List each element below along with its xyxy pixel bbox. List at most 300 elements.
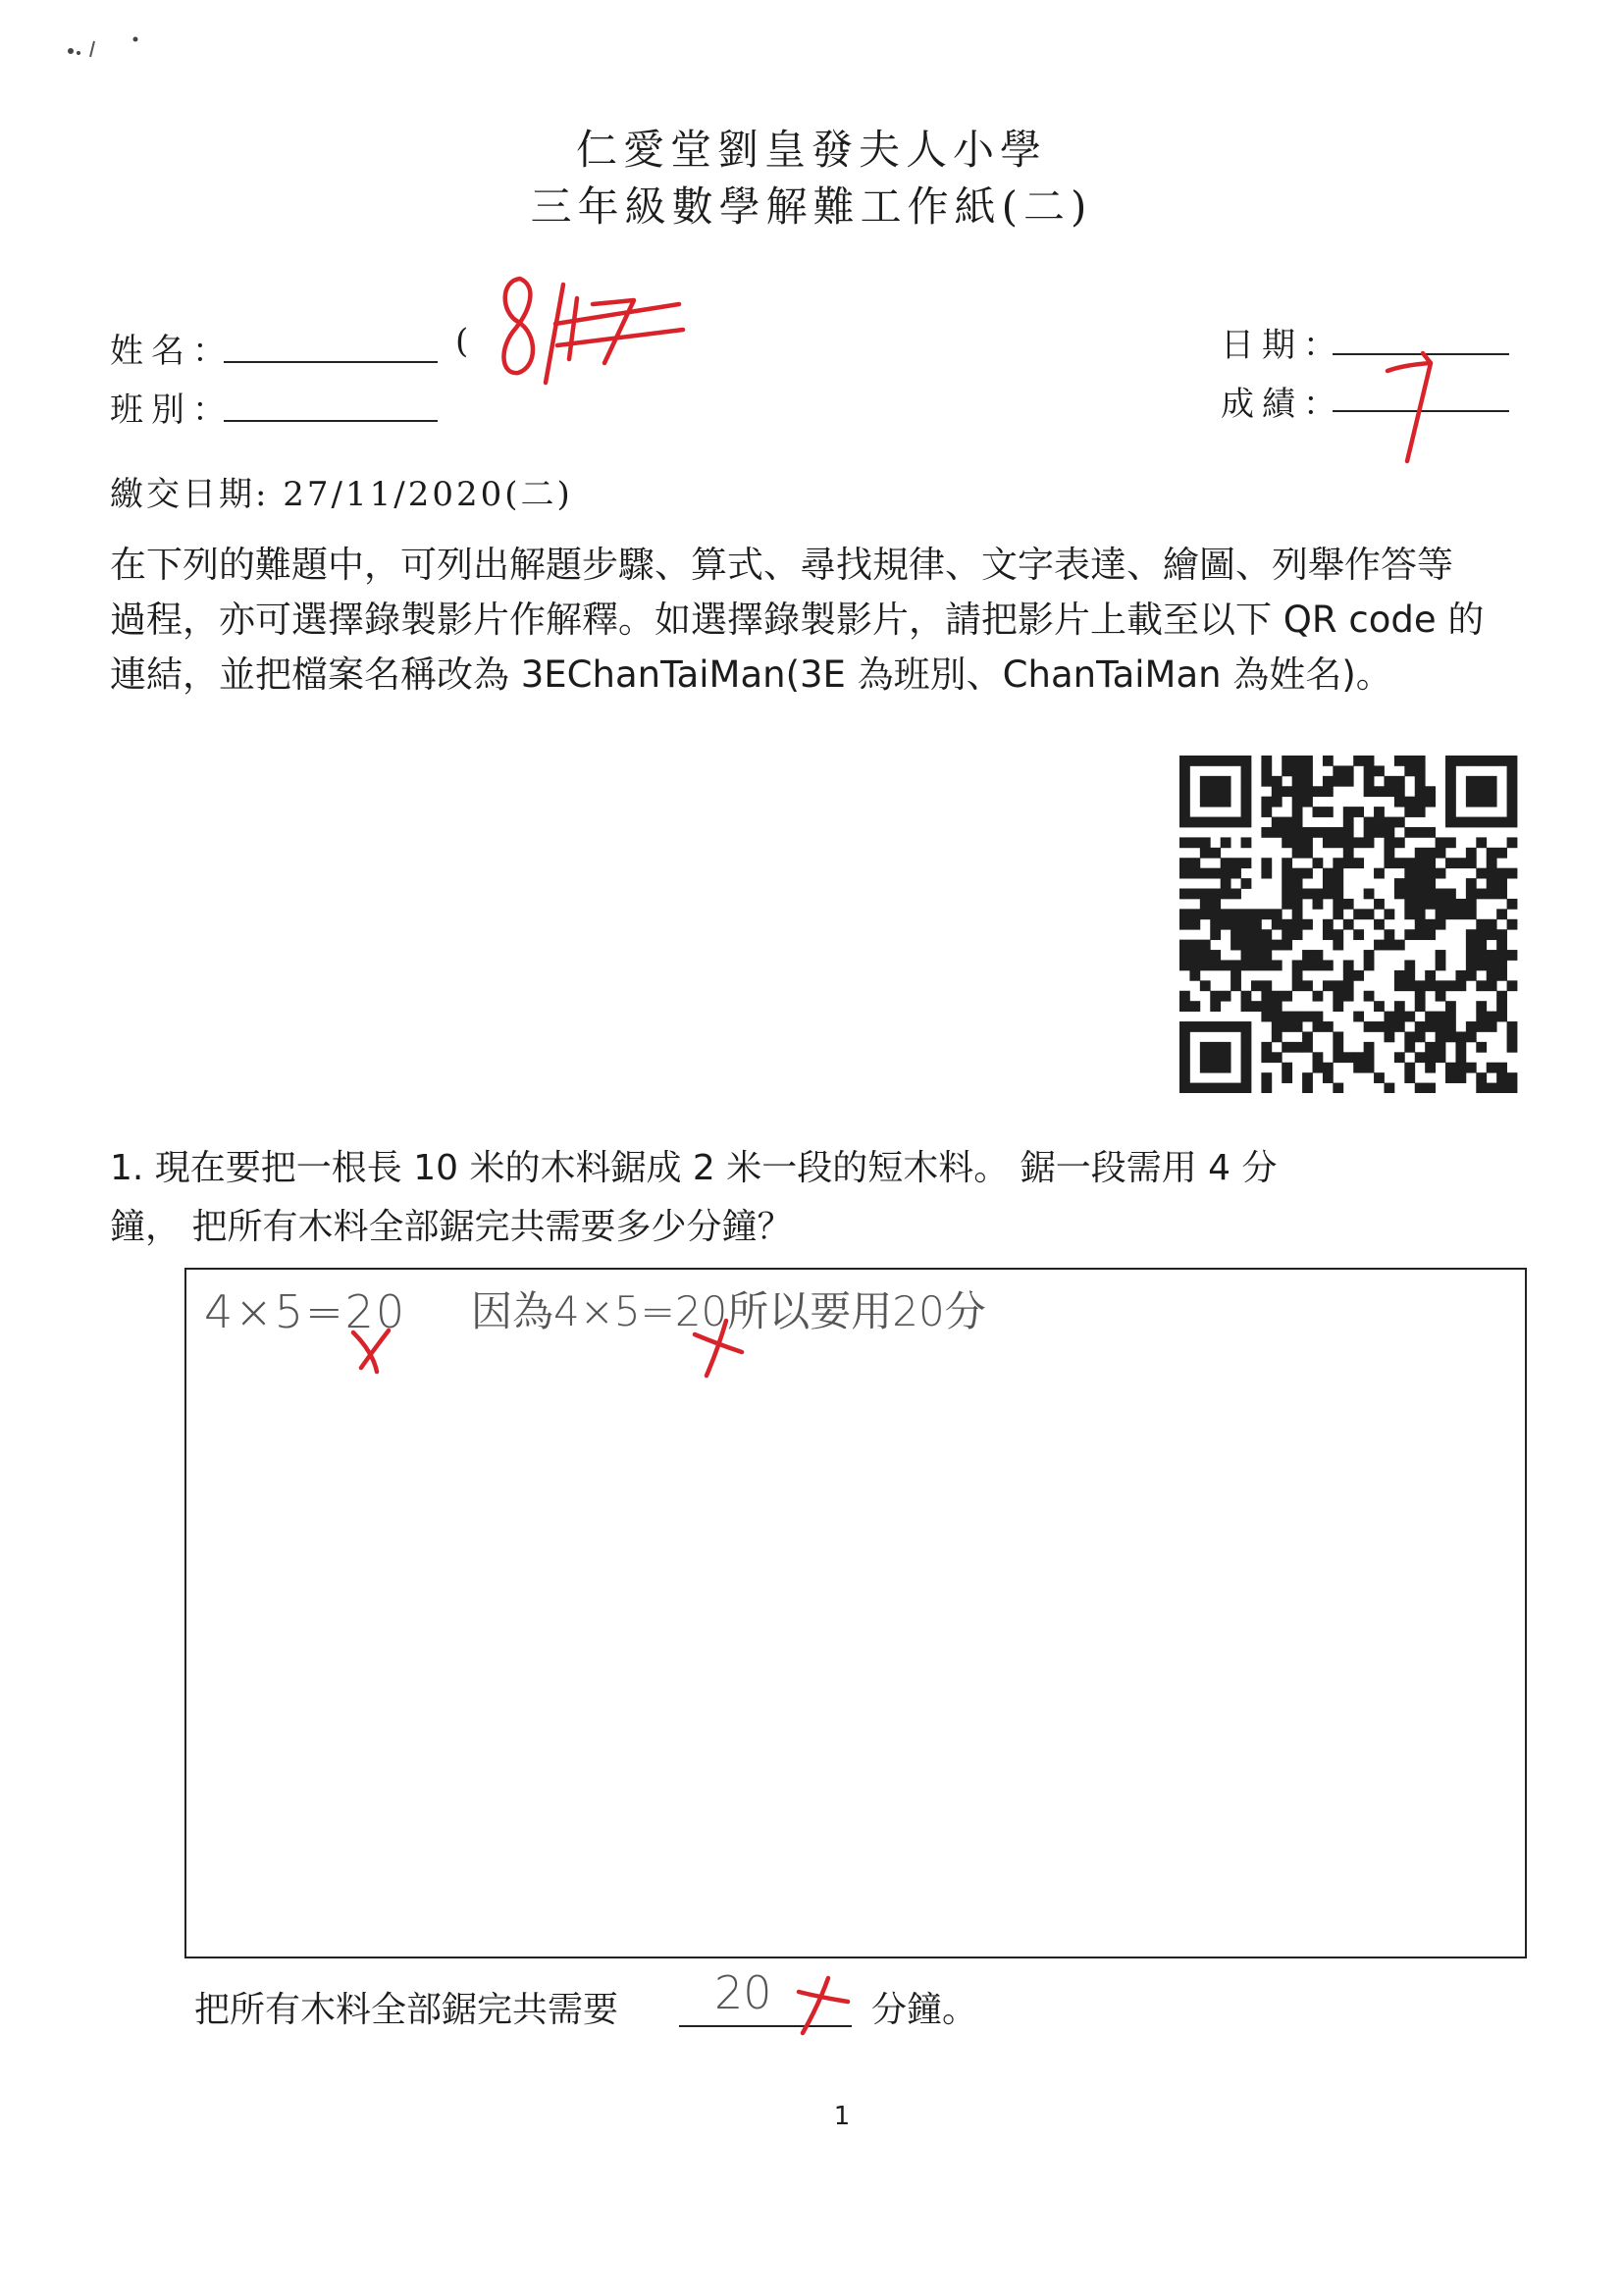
qr-module [1241,1063,1252,1073]
qr-module [1313,960,1324,970]
qr-module [1425,970,1436,981]
student-equation: 4×5=20 [204,1285,407,1338]
qr-module [1445,797,1456,808]
qr-module [1343,827,1354,838]
qr-module [1394,1012,1405,1022]
qr-module [1261,929,1272,940]
qr-module [1282,1042,1292,1053]
qr-module [1507,899,1518,910]
qr-module [1496,929,1507,940]
qr-module [1282,878,1292,889]
svg-text:8/17: 8/17 [683,382,688,384]
qr-module [1445,980,1456,991]
qr-module [1476,837,1487,848]
qr-module [1261,909,1272,919]
qr-module [1384,1083,1394,1093]
qr-module [1364,765,1375,776]
qr-module [1333,991,1343,1002]
qr-module [1445,1031,1456,1042]
qr-module [1230,1021,1241,1032]
qr-module [1302,776,1313,787]
qr-module [1179,960,1190,970]
qr-module [1292,919,1303,930]
qr-module [1404,889,1415,900]
qr-module [1353,929,1364,940]
qr-module [1272,786,1283,797]
qr-module [1404,797,1415,808]
qr-module [1221,786,1231,797]
qr-module [1487,889,1497,900]
qr-module [1292,1042,1303,1053]
qr-module [1241,991,1252,1002]
qr-module [1221,909,1231,919]
qr-module [1302,786,1313,797]
qr-module [1200,817,1211,828]
qr-module [1272,1001,1283,1012]
qr-module [1292,1021,1303,1032]
qr-module [1302,756,1313,766]
qr-module [1251,929,1262,940]
qr-module [1333,899,1343,910]
qr-module [1436,1012,1446,1022]
qr-module [1302,1072,1313,1083]
qr-module [1241,1031,1252,1042]
qr-code-icon [1174,756,1523,1093]
qr-module [1313,786,1324,797]
qr-module [1404,807,1415,817]
qr-module [1364,827,1375,838]
qr-module [1374,817,1385,828]
qr-module [1323,1072,1334,1083]
qr-module [1221,1052,1231,1063]
qr-module [1466,848,1477,859]
qr-module [1323,1021,1334,1032]
qr-module [1189,1083,1200,1093]
qr-module [1272,960,1283,970]
qr-module [1476,940,1487,951]
qr-module [1476,1072,1487,1083]
qr-module [1455,980,1466,991]
qr-module [1415,827,1426,838]
qr-module [1333,889,1343,900]
qr-module [1487,848,1497,859]
qr-module [1364,786,1375,797]
qr-module [1272,919,1283,930]
qr-module [1384,848,1394,859]
qr-module [1455,899,1466,910]
qr-module [1487,980,1497,991]
qr-module [1364,960,1375,970]
qr-module [1251,940,1262,951]
qr-module [1394,980,1405,991]
handwritten-score [1374,343,1452,471]
qr-module [1241,929,1252,940]
qr-module [1179,1072,1190,1083]
qr-module [1455,970,1466,981]
qr-module [1261,1042,1272,1053]
qr-module [1323,786,1334,797]
qr-module [1333,1042,1343,1053]
qr-module [1230,909,1241,919]
qr-module [1302,868,1313,879]
qr-module [1189,1021,1200,1032]
qr-module [1466,1031,1477,1042]
qr-module [1364,950,1375,961]
qr-module [1292,909,1303,919]
qr-module [1455,756,1466,766]
qr-module [1425,1021,1436,1032]
qr-module [1189,837,1200,848]
qr-module [1282,858,1292,868]
qr-module [1476,868,1487,879]
qr-module [1404,909,1415,919]
qr-module [1384,827,1394,838]
qr-module [1179,889,1190,900]
qr-module [1507,1083,1518,1093]
qr-module [1272,991,1283,1002]
qr-module [1333,1031,1343,1042]
qr-module [1445,765,1456,776]
qr-module [1404,1072,1415,1083]
qr-module [1466,960,1477,970]
qr-module [1282,991,1292,1002]
qr-module [1476,776,1487,787]
qr-module [1415,756,1426,766]
qr-module [1487,1063,1497,1073]
qr-module [1466,950,1477,961]
qr-module [1241,1083,1252,1093]
qr-module [1261,1012,1272,1022]
qr-module [1221,776,1231,787]
qr-module [1292,878,1303,889]
qr-module [1374,807,1385,817]
qr-module [1374,765,1385,776]
answer-prefix: 把所有木料全部鋸完共需要 [194,1990,619,2030]
qr-module [1445,858,1456,868]
qr-module [1200,1021,1211,1032]
qr-module [1445,756,1456,766]
qr-module [1200,797,1211,808]
qr-module [1404,960,1415,970]
qr-module [1221,858,1231,868]
qr-module [1221,1063,1231,1073]
page-number: 1 [833,2102,851,2131]
qr-module [1476,1021,1487,1032]
qr-module [1292,827,1303,838]
qr-module [1353,1063,1364,1073]
qr-module [1179,1052,1190,1063]
qr-module [1241,950,1252,961]
qr-module [1507,980,1518,991]
qr-module [1292,776,1303,787]
qr-module [1272,909,1283,919]
qr-module [1221,1083,1231,1093]
qr-module [1445,1072,1456,1083]
qr-module [1394,1001,1405,1012]
qr-module [1241,797,1252,808]
qr-module [1343,970,1354,981]
question-1-line-2: 鐘， 把所有木料全部鋸完共需要多少分鐘？ [110,1207,793,1247]
qr-module [1261,960,1272,970]
qr-module [1189,970,1200,981]
qr-module [1476,980,1487,991]
qr-module [1261,1001,1272,1012]
qr-module [1313,807,1324,817]
qr-module [1251,960,1262,970]
qr-module [1476,929,1487,940]
qr-module [1394,786,1405,797]
qr-module [1507,797,1518,808]
qr-module [1415,868,1426,879]
qr-module [1282,1021,1292,1032]
qr-module [1476,919,1487,930]
qr-module [1323,878,1334,889]
qr-module [1487,950,1497,961]
qr-module [1313,1021,1324,1032]
qr-module [1210,817,1221,828]
qr-module [1313,858,1324,868]
qr-module [1210,1042,1221,1053]
qr-module [1292,889,1303,900]
qr-module [1487,1012,1497,1022]
question-1-line-1: 1. 現在要把一根長 10 米的木料鋸成 2 米一段的短木料。 鋸一段需用 4 分 [110,1148,1278,1188]
qr-module [1179,817,1190,828]
qr-module [1415,909,1426,919]
qr-module [1179,950,1190,961]
qr-module [1282,940,1292,951]
answer-value: 20 [714,1966,772,2019]
qr-module [1230,868,1241,879]
qr-module [1343,765,1354,776]
qr-module [1455,858,1466,868]
qr-module [1230,858,1241,868]
qr-module [1272,1052,1283,1063]
qr-module [1302,1042,1313,1053]
qr-module [1394,940,1405,951]
qr-module [1241,756,1252,766]
qr-module [1343,807,1354,817]
qr-module [1210,991,1221,1002]
qr-module [1425,919,1436,930]
qr-module [1466,970,1477,981]
qr-module [1496,940,1507,951]
qr-module [1210,909,1221,919]
qr-module [1404,868,1415,879]
qr-module [1445,899,1456,910]
name-field[interactable] [224,361,438,363]
qr-module [1436,868,1446,879]
qr-module [1333,827,1343,838]
qr-module [1221,889,1231,900]
qr-module [1189,858,1200,868]
qr-module [1476,1001,1487,1012]
qr-module [1384,1012,1394,1022]
qr-module [1261,858,1272,868]
qr-module [1179,837,1190,848]
qr-module [1189,756,1200,766]
qr-module [1364,1052,1375,1063]
qr-module [1466,817,1477,828]
qr-module [1455,1072,1466,1083]
qr-module [1261,980,1272,991]
name-label: 姓名： [110,332,234,371]
qr-module [1323,776,1334,787]
qr-module [1189,909,1200,919]
qr-module [1364,1063,1375,1073]
qr-module [1507,807,1518,817]
qr-module [1210,929,1221,940]
qr-module [1179,909,1190,919]
due-date: 繳交日期: 27/11/2020(二) [110,475,573,514]
qr-module [1496,1083,1507,1093]
qr-module [1333,1052,1343,1063]
qr-module [1241,940,1252,951]
qr-module [1241,837,1252,848]
qr-module [1333,929,1343,940]
qr-module [1425,858,1436,868]
qr-module [1179,1031,1190,1042]
qr-module [1230,1083,1241,1093]
qr-module [1333,765,1343,776]
qr-module [1323,889,1334,900]
qr-module [1189,868,1200,879]
qr-module [1282,756,1292,766]
qr-module [1404,980,1415,991]
qr-module [1343,980,1354,991]
qr-module [1415,1052,1426,1063]
qr-module [1272,1021,1283,1032]
qr-module [1507,1072,1518,1083]
working-box[interactable] [184,1268,1527,1958]
qr-module [1302,919,1313,930]
qr-module [1210,797,1221,808]
qr-module [1189,817,1200,828]
qr-module [1179,786,1190,797]
qr-module [1292,929,1303,940]
qr-module [1200,1052,1211,1063]
qr-module [1313,950,1324,961]
qr-module [1179,868,1190,879]
qr-module [1476,756,1487,766]
qr-module [1496,991,1507,1002]
qr-module [1374,1001,1385,1012]
qr-module [1436,980,1446,991]
qr-module [1384,1021,1394,1032]
wrong-mark-icon [789,1972,858,2041]
qr-module [1436,950,1446,961]
qr-module [1445,1012,1456,1022]
qr-module [1487,817,1497,828]
qr-module [1445,776,1456,787]
qr-module [1415,929,1426,940]
qr-module [1425,786,1436,797]
qr-module [1394,837,1405,848]
qr-module [1445,786,1456,797]
qr-module [1200,837,1211,848]
qr-module [1364,889,1375,900]
qr-module [1436,1052,1446,1063]
qr-module [1496,1001,1507,1012]
qr-module [1241,909,1252,919]
qr-module [1272,817,1283,828]
qr-module [1487,1021,1497,1032]
qr-module [1404,827,1415,838]
qr-module [1353,970,1364,981]
qr-module [1496,756,1507,766]
qr-module [1487,786,1497,797]
qr-module [1425,1063,1436,1073]
qr-module [1394,1052,1405,1063]
qr-module [1436,899,1446,910]
qr-module [1507,786,1518,797]
qr-module [1313,1052,1324,1063]
qr-module [1487,1083,1497,1093]
class-field[interactable] [224,420,438,422]
qr-module [1415,848,1426,859]
qr-module [1374,899,1385,910]
qr-module [1282,827,1292,838]
qr-module [1210,756,1221,766]
qr-module [1292,960,1303,970]
qr-module [1507,868,1518,879]
qr-module [1507,919,1518,930]
qr-module [1230,940,1241,951]
qr-module [1425,848,1436,859]
qr-module [1476,1042,1487,1053]
qr-module [1313,1063,1324,1073]
qr-module [1282,919,1292,930]
qr-module [1364,776,1375,787]
qr-module [1323,837,1334,848]
qr-module [1302,848,1313,859]
qr-module [1323,868,1334,879]
qr-module [1466,776,1477,787]
qr-module [1200,950,1211,961]
qr-module [1302,797,1313,808]
qr-module [1374,868,1385,879]
qr-module [1221,817,1231,828]
qr-module [1445,837,1456,848]
qr-module [1353,858,1364,868]
qr-module [1179,1001,1190,1012]
qr-module [1496,889,1507,900]
qr-module [1200,1042,1211,1053]
qr-module [1394,1021,1405,1032]
qr-module [1466,878,1477,889]
qr-module [1302,1012,1313,1022]
qr-module [1415,1083,1426,1093]
qr-module [1466,858,1477,868]
qr-module [1221,756,1231,766]
qr-module [1487,929,1497,940]
qr-module [1394,817,1405,828]
qr-module [1404,970,1415,981]
qr-module [1323,980,1334,991]
qr-module [1496,1012,1507,1022]
qr-module [1261,868,1272,879]
qr-module [1282,929,1292,940]
qr-module [1436,991,1446,1002]
qr-module [1353,756,1364,766]
qr-module [1179,940,1190,951]
qr-module [1210,868,1221,879]
qr-code[interactable] [1174,756,1523,1093]
qr-module [1241,919,1252,930]
qr-module [1292,765,1303,776]
qr-module [1496,878,1507,889]
qr-module [1425,1083,1436,1093]
qr-module [1353,837,1364,848]
